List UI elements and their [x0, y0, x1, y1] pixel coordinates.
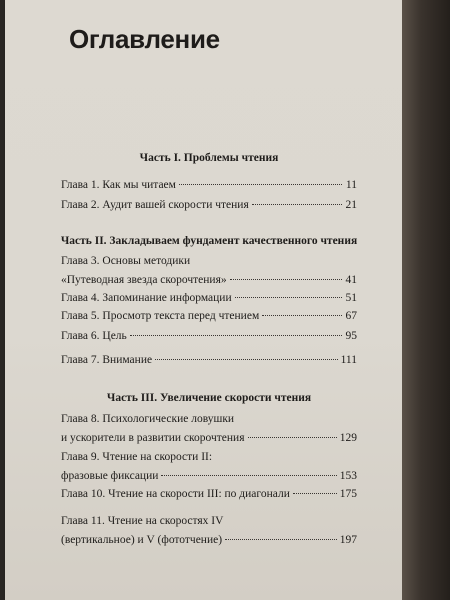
page-number: 67 — [345, 310, 357, 322]
toc-entry — [61, 326, 357, 345]
toc-entry — [61, 252, 357, 289]
page-number: 11 — [345, 179, 357, 191]
toc-entry-row — [61, 428, 357, 447]
page-number: 111 — [340, 354, 357, 366]
chapter-title: Глава 2. Аудит вашей скорости чтения — [61, 199, 249, 211]
part-title: Часть I. Проблемы чтения — [139, 152, 279, 164]
chapter-title: фразовые фиксации — [61, 470, 159, 482]
toc-entry — [61, 350, 357, 369]
chapter-title: (вертикальное) и V (фототчение) — [61, 534, 223, 546]
toc-entry — [61, 410, 357, 447]
page-number: 129 — [339, 432, 357, 444]
toc-entry — [61, 484, 357, 503]
page-number: 21 — [345, 199, 357, 211]
chapter-title: Глава 5. Просмотр текста перед чтением — [61, 310, 260, 322]
page-number: 197 — [339, 534, 357, 546]
dot-leader — [262, 303, 342, 316]
page-number: 153 — [339, 470, 357, 482]
dot-leader — [248, 425, 337, 438]
book-spine — [402, 0, 450, 600]
dot-leader — [225, 527, 337, 540]
toc-entry-row — [61, 350, 357, 369]
dot-leader — [179, 172, 342, 185]
dot-leader — [230, 267, 342, 280]
chapter-title: «Путеводная звезда скорочтения» — [61, 274, 227, 286]
toc-entry-row — [61, 195, 357, 214]
part-title: Часть II. Закладываем фундамент качественного чтения — [60, 235, 358, 247]
toc-entry-row — [61, 326, 357, 345]
dot-leader — [130, 323, 342, 336]
chapter-title-line: Глава 9. Чтение на скорости II: — [61, 451, 213, 463]
toc-entry — [61, 195, 357, 214]
toc-entry — [61, 448, 357, 485]
chapter-title: Глава 6. Цель — [61, 330, 127, 342]
chapter-title-line: Глава 3. Основы методики — [61, 255, 191, 267]
page-number: 51 — [345, 292, 357, 304]
chapter-title: Глава 4. Запоминание информации — [61, 292, 232, 304]
chapter-title: Глава 7. Внимание — [61, 354, 153, 366]
chapter-title-line: Глава 11. Чтение на скоростях IV — [61, 515, 224, 527]
dot-leader — [161, 463, 336, 476]
chapter-title: Глава 1. Как мы читаем — [61, 179, 176, 191]
page-number: 175 — [339, 488, 357, 500]
page-number: 41 — [345, 274, 357, 286]
page-number: 95 — [345, 330, 357, 342]
chapter-title: Глава 10. Чтение на скорости III: по диагонали — [61, 488, 290, 500]
part-title: Часть III. Увеличение скорости чтения — [106, 392, 312, 404]
toc-entry — [61, 512, 357, 549]
toc-entry-row — [61, 530, 357, 549]
chapter-title-line: Глава 8. Психологические ловушки — [61, 413, 235, 425]
dot-leader — [155, 347, 338, 360]
page-title: Оглавление — [69, 24, 220, 54]
book-page — [5, 0, 402, 600]
toc-entry-row — [61, 484, 357, 503]
dot-leader — [235, 285, 342, 298]
chapter-title: и ускорители в развитии скорочтения — [61, 432, 245, 444]
dot-leader — [252, 192, 342, 205]
dot-leader — [293, 481, 337, 494]
